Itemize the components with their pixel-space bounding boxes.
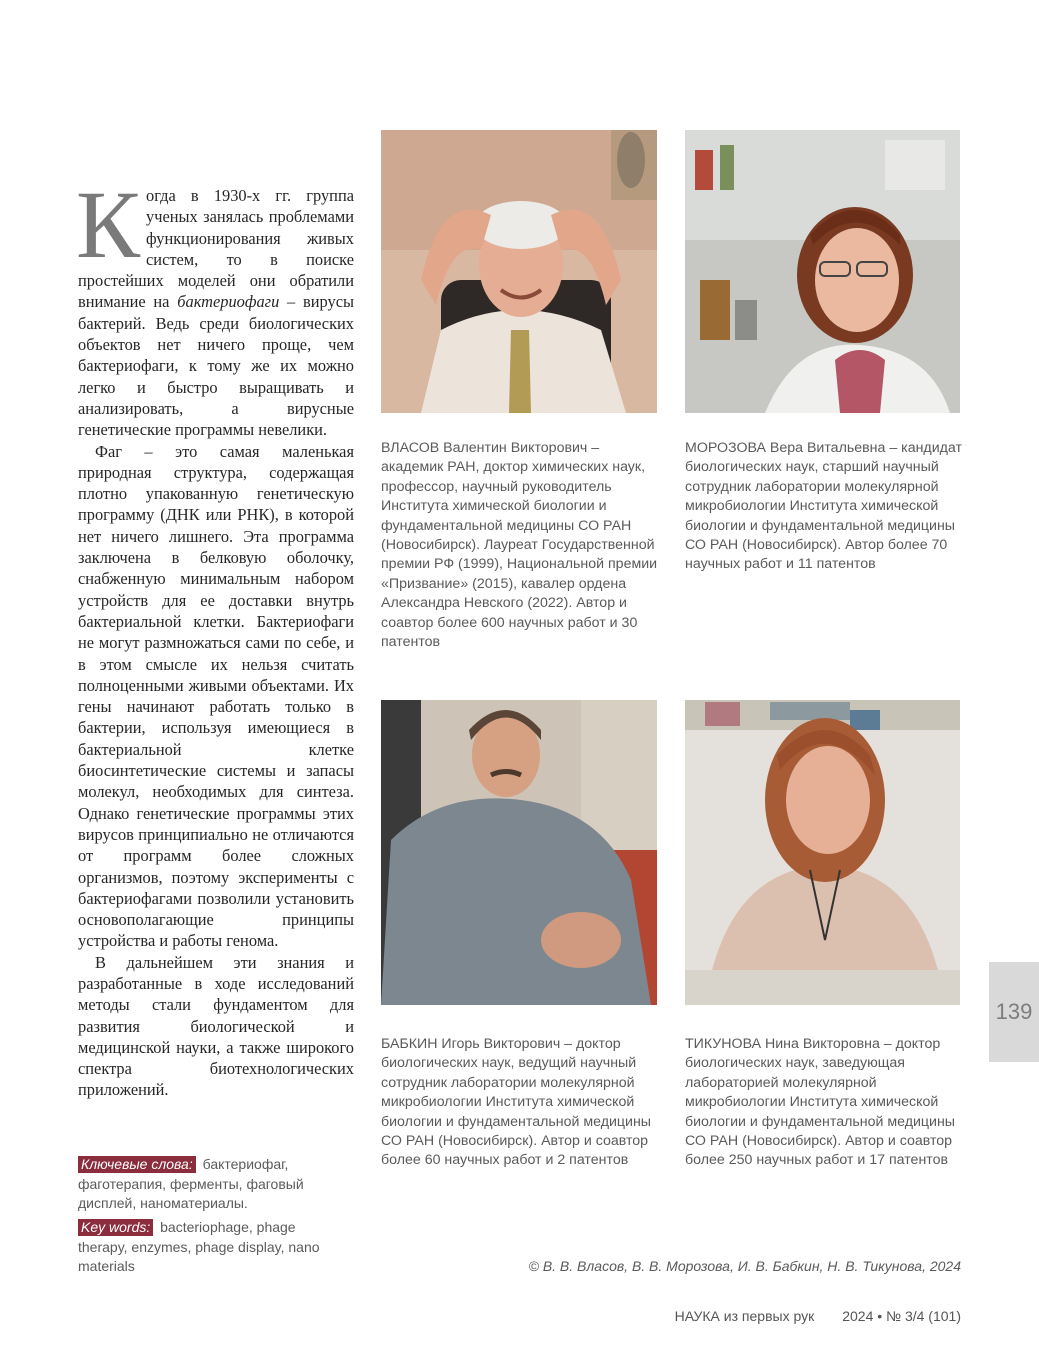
caption-tikunova: ТИКУНОВА Нина Викторовна – доктор биологических наук, заведующая лабораторией молекулярной микробиологии Института химической биологии и фундаментальной медицины СО РАН (Новосибирск). Автор и соавтор более 250 научных работ и 17 патентов bbox=[685, 1036, 955, 1169]
paragraph-3: В дальнейшем эти знания и разработанные в ходе исследований методы стали фундаментом для развития биологической и медицинской науки, а также широкого спектра биотехнологических приложений. bbox=[78, 952, 354, 1100]
caption-morozova: МОРОЗОВА Вера Витальевна – кандидат биологических наук, старший научный сотрудник лаборатории молекулярной микробиологии Института химической биологии и фундаментальной медицины СО РАН (Новосибирск). Автор более 70 научных работ и 11 патентов bbox=[685, 440, 962, 573]
drop-cap: К bbox=[76, 171, 141, 278]
paragraph-1: Когда в 1930-х гг. группа ученых занялась проблемами функционирования живых систем, то в поиске простейших моделей они обратили внимание на бактериофаги – вирусы бактерий. Ведь среди биологических объектов нет ничего проще, чем бактериофаги, к тому же их можно легко и быстро выращивать и анализировать, а вирусные генетические программы невелики. bbox=[76, 171, 354, 440]
paragraph-2: Фаг – это самая маленькая природная структура, содержащая плотно упакованную генетическую программу (ДНК или РНК), в которой нет ничего лишнего. Эта программа заключена в белковую оболочку, снабженную минимальным набором устройств для ее доставки внутрь бактериальной клетки. Бактериофаги не могут размножаться сами по себе, и в этом смысле их нельзя считать полноценными живыми объектами. Их гены начинают работать только в бактерии, используя имеющиеся в бактериальной клетке биосинтетические системы и запасы молекул, необходимых для синтеза. Однако генетические программы этих вирусов принципиально не отличаются от программ более сложных организмов, поэтому эксперименты с бактериофагами позволили установить основополагающие принципы устройства и работы генома. bbox=[78, 441, 354, 951]
author-name: ВЛАСОВ Валентин Викторович bbox=[381, 440, 588, 456]
page-footer bbox=[675, 1308, 961, 1324]
author-name: БАБКИН Игорь Викторович bbox=[381, 1036, 561, 1052]
page-number: 139 bbox=[995, 999, 1033, 1024]
keywords-en: Key words: bacteriophage, phage therapy, enzymes, phage display, nano materials bbox=[78, 1219, 320, 1274]
author-name: ТИКУНОВА Нина Викторовна bbox=[685, 1036, 880, 1052]
photo-babkin bbox=[381, 700, 657, 1005]
keywords-ru-label: Ключевые слова: bbox=[78, 1156, 196, 1173]
caption-babkin: БАБКИН Игорь Викторович – доктор биологических наук, ведущий научный сотрудник лаборатории молекулярной микробиологии Института химической биологии и фундаментальной медицины СО РАН (Новосибирск). Автор и соавтор более 60 научных работ и 2 патентов bbox=[381, 1036, 651, 1169]
photo-morozova bbox=[685, 130, 960, 413]
caption-vlasov: ВЛАСОВ Валентин Викторович – академик РАН, доктор химических наук, профессор, научный руководитель Института химической биологии и фундаментальной медицины СО РАН (Новосибирск). Лауреат Государственной премии РФ (1999), Национальной премии «Призвание» (2015), кавалер ордена Александра Невского (2022). Автор и соавтор более 600 научных работ и 30 патентов bbox=[381, 440, 658, 651]
photo-tikunova bbox=[685, 700, 960, 1005]
article-body bbox=[76, 171, 354, 1101]
photo-vlasov bbox=[381, 130, 657, 413]
keywords-ru: Ключевые слова: бактериофаг, фаготерапия, ферменты, фаговый дисплей, наноматериалы. bbox=[78, 1156, 304, 1211]
issue-number: 2024 • № 3/4 (101) bbox=[842, 1308, 961, 1324]
author-name: МОРОЗОВА Вера Витальевна bbox=[685, 440, 886, 456]
copyright-line: © В. В. Власов, В. В. Морозова, И. В. Бабкин, Н. В. Тикунова, 2024 bbox=[528, 1258, 961, 1274]
journal-name: НАУКА из первых рук bbox=[674, 1308, 815, 1324]
page-number-tab bbox=[989, 962, 1039, 1062]
keywords-en-label: Key words: bbox=[78, 1219, 153, 1236]
